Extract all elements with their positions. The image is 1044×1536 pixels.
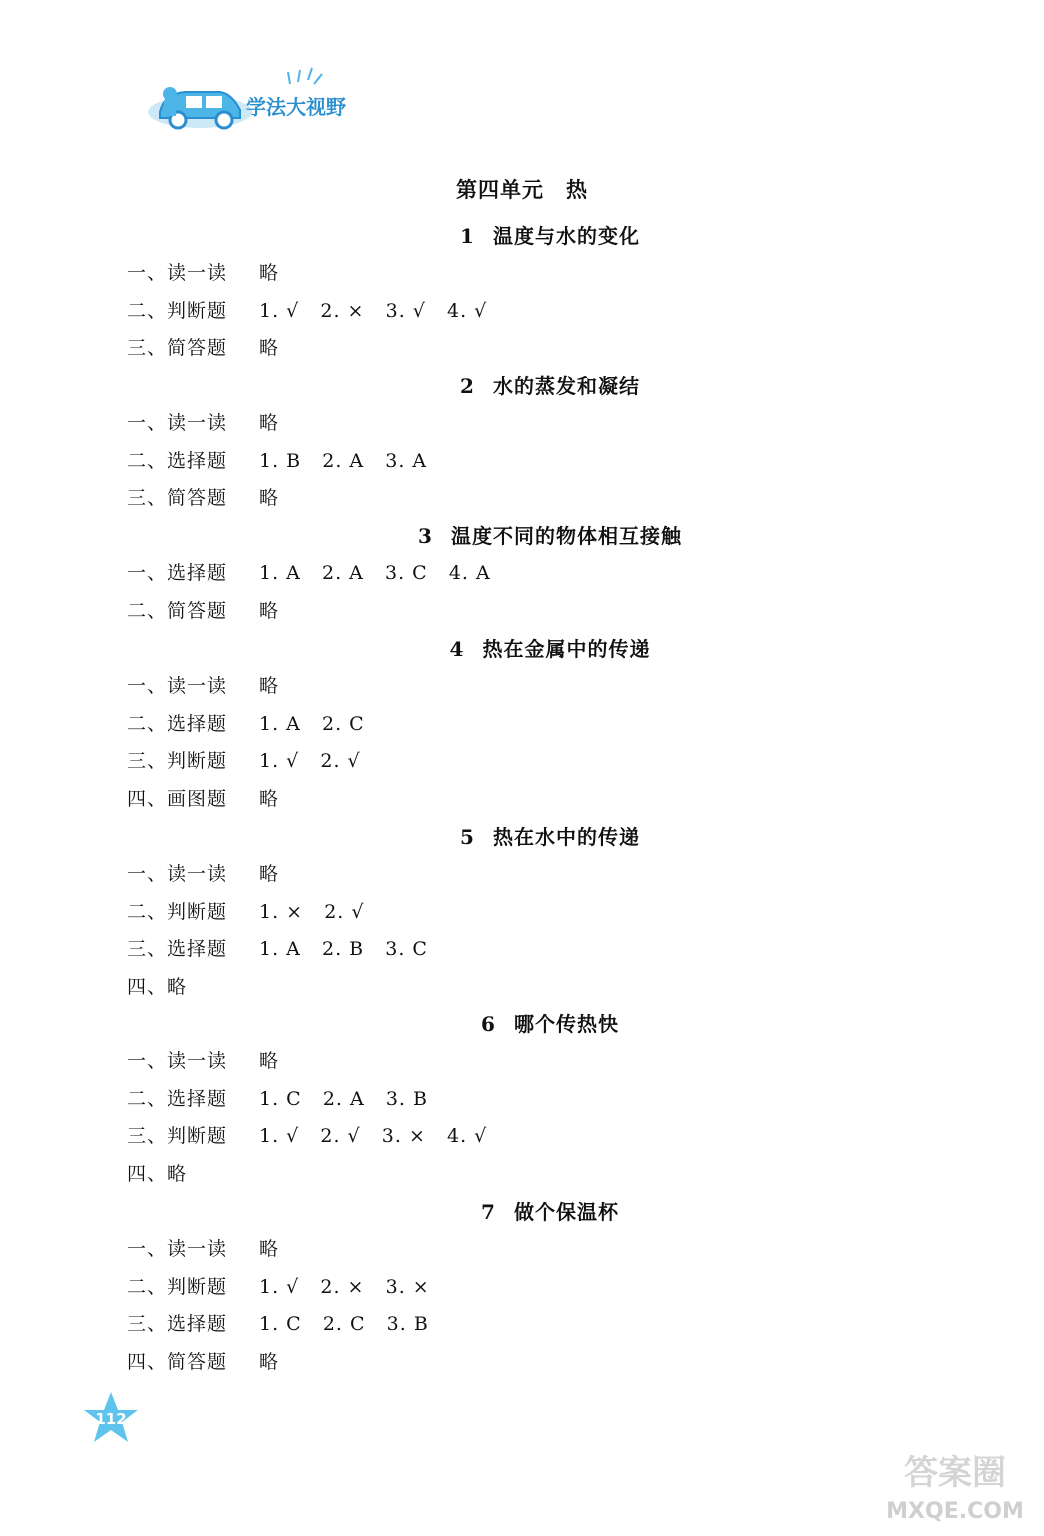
answer-line (127, 296, 487, 323)
answer-line (127, 1046, 279, 1073)
answer-line (127, 558, 491, 585)
answer-line (127, 333, 279, 360)
answer-line (127, 934, 428, 961)
answer-line (127, 258, 279, 285)
answer-value: 略 (259, 487, 280, 509)
answer-line (127, 1272, 430, 1299)
answer-value: 略 (259, 599, 280, 622)
unit-number: 第四单元 (456, 177, 544, 202)
answer-value: 略 (259, 412, 280, 434)
lesson-number: 2 (460, 374, 475, 398)
answer-label: 三、选择题 (127, 938, 228, 960)
lesson-title (0, 633, 1044, 662)
lesson-number: 3 (418, 524, 433, 548)
lesson-title (0, 1196, 1044, 1225)
lesson-title (0, 370, 1044, 399)
answer-value: 1. A 2. C (259, 712, 365, 735)
answer-line (127, 1084, 428, 1111)
answer-line (127, 1121, 487, 1148)
answer-value: 1. B 2. A 3. A (259, 449, 428, 472)
unit-name: 热 (566, 177, 588, 202)
answer-line (127, 483, 279, 510)
answer-label: 一、读一读 (127, 863, 228, 885)
lesson-number: 4 (449, 637, 465, 661)
answer-label: 四、略 (127, 975, 188, 998)
page-number-badge (80, 1390, 142, 1446)
answer-line (127, 859, 279, 886)
answer-line (127, 408, 279, 435)
answer-value: 1. A 2. A 3. C 4. A (259, 562, 491, 584)
answer-label: 二、选择题 (127, 449, 228, 472)
answer-label: 三、判断题 (127, 1125, 228, 1147)
watermark-text-bottom: MXQE.COM (886, 1499, 1024, 1524)
answer-label: 一、读一读 (127, 675, 228, 697)
answer-value: 略 (259, 675, 280, 697)
answer-line (127, 1234, 279, 1261)
answer-value: 1. √ 2. × 3. √ 4. √ (259, 299, 488, 322)
lesson-title-text: 热在金属中的传递 (482, 637, 651, 661)
answer-label: 三、选择题 (127, 1313, 228, 1335)
lesson-title-text: 热在水中的传递 (492, 825, 640, 849)
answer-value: 略 (259, 262, 280, 284)
answer-label: 二、简答题 (127, 599, 228, 622)
answer-value: 1. C 2. C 3. B (259, 1313, 429, 1335)
answer-value: 略 (259, 1050, 280, 1072)
watermark-text-top: 答案圈 (904, 1453, 1006, 1493)
answer-label: 二、判断题 (127, 299, 228, 322)
answer-value: 1. C 2. A 3. B (259, 1087, 428, 1110)
lesson-title (0, 821, 1044, 850)
answer-line (127, 709, 365, 736)
answer-value: 1. √ 2. √ 3. × 4. √ (259, 1125, 488, 1147)
answer-line (127, 746, 361, 773)
answer-value: 1. × 2. √ (259, 900, 365, 923)
answer-line (127, 897, 364, 924)
answer-line (127, 671, 279, 698)
answer-value: 略 (259, 863, 280, 885)
answer-value: 略 (259, 337, 280, 359)
answer-label: 一、读一读 (127, 1050, 228, 1072)
answer-value: 1. A 2. B 3. C (259, 938, 428, 960)
answer-value: 略 (259, 1350, 280, 1373)
logo-text: 学法大视野 (246, 95, 346, 119)
lesson-number: 7 (481, 1200, 496, 1224)
lesson-title-text: 哪个传热快 (513, 1012, 619, 1036)
answer-line (127, 1347, 279, 1374)
answer-value: 1. √ 2. × 3. × (259, 1275, 430, 1298)
lesson-title-text: 水的蒸发和凝结 (492, 374, 640, 398)
watermark (870, 1440, 1040, 1530)
lesson-title (0, 1008, 1044, 1037)
answer-label: 二、选择题 (127, 1087, 228, 1110)
lesson-number: 5 (460, 825, 475, 849)
answer-label: 四、画图题 (127, 787, 228, 810)
answer-label: 四、简答题 (127, 1350, 228, 1373)
answer-label: 三、简答题 (127, 337, 228, 359)
answer-line (127, 446, 427, 473)
answer-line (127, 1309, 429, 1336)
answer-line (127, 596, 279, 623)
lesson-title (0, 520, 1044, 549)
lesson-number: 1 (460, 224, 475, 248)
answer-label: 一、读一读 (127, 1238, 228, 1260)
lesson-title-text: 温度不同的物体相互接触 (450, 524, 682, 548)
answer-label: 三、判断题 (127, 750, 228, 772)
answer-label: 二、判断题 (127, 900, 228, 923)
lesson-title (0, 220, 1044, 249)
header-logo (140, 62, 380, 140)
lesson-title-text: 做个保温杯 (513, 1200, 619, 1224)
answer-label: 一、选择题 (127, 562, 228, 584)
answer-line (127, 784, 279, 811)
answer-value: 略 (259, 1238, 280, 1260)
answer-label: 四、略 (127, 1162, 188, 1185)
page-number: 112 (95, 1410, 127, 1428)
lesson-title-text: 温度与水的变化 (492, 224, 640, 248)
answer-label: 一、读一读 (127, 262, 228, 284)
lesson-number: 6 (481, 1012, 496, 1036)
answer-label: 二、选择题 (127, 712, 228, 735)
answer-value: 略 (259, 787, 280, 810)
answer-value: 1. √ 2. √ (259, 750, 361, 772)
answer-line (127, 1159, 259, 1186)
answer-line (127, 972, 259, 999)
answer-label: 一、读一读 (127, 412, 228, 434)
answer-label: 三、简答题 (127, 487, 228, 509)
answer-label: 二、判断题 (127, 1275, 228, 1298)
unit-title (0, 174, 1044, 204)
